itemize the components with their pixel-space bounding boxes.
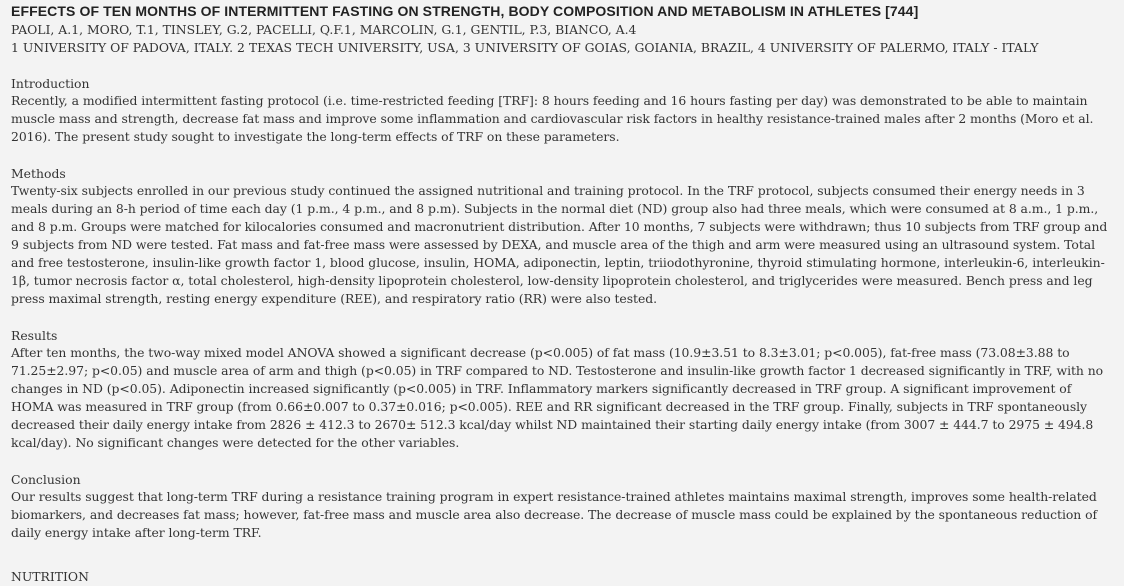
introduction-section bbox=[11, 75, 1116, 146]
affiliation-list: 1 UNIVERSITY OF PADOVA, ITALY. 2 TEXAS TECH UNIVERSITY, USA, 3 UNIVERSITY OF GOIAS, GOIANIA, BRAZIL, 4 UNIVERSITY OF PALERMO, ITALY - ITALY bbox=[11, 40, 1039, 55]
conclusion-heading: Conclusion bbox=[11, 472, 81, 487]
conclusion-text: Our results suggest that long-term TRF during a resistance training program in expert resistance-trained athletes maintains maximal strength, improves some health-related biomarkers, and decreases fat mass; however, fat-free mass and muscle area also decrease. The decrease of muscle mass could be explained by the spontaneous reduction of daily energy intake after long-term TRF. bbox=[11, 489, 1098, 540]
conclusion-section bbox=[11, 471, 1116, 542]
introduction-text: Recently, a modified intermittent fasting protocol (i.e. time-restricted feeding [TRF]: 8 hours feeding and 16 hours fasting per day) was demonstrated to be able to maintain muscle mass and strength, decrease fat mass and improve some inflammation and cardiovascular risk factors in healthy resistance-trained males after 2 months (Moro et al. 2016). The present study sought to investigate the long-term effects of TRF on these parameters. bbox=[11, 93, 1094, 144]
methods-section bbox=[11, 165, 1116, 308]
author-list: PAOLI, A.1, MORO, T.1, TINSLEY, G.2, PACELLI, Q.F.1, MARCOLIN, G.1, GENTIL, P.3, BIANCO, A.4 bbox=[11, 22, 637, 37]
introduction-heading: Introduction bbox=[11, 76, 90, 91]
results-section bbox=[11, 327, 1116, 452]
methods-heading: Methods bbox=[11, 166, 66, 181]
abstract-title: EFFECTS OF TEN MONTHS OF INTERMITTENT FASTING ON STRENGTH, BODY COMPOSITION AND METABOLISM IN ATHLETES [744] bbox=[11, 3, 919, 19]
methods-text: Twenty-six subjects enrolled in our previous study continued the assigned nutritional and training protocol. In the TRF protocol, subjects consumed their energy needs in 3 meals during an 8-h period of time each day (1 p.m., 4 p.m., and 8 p.m). Subjects in the normal diet (ND) group also had three meals, which were consumed at 8 a.m., 1 p.m., and 8 p.m. Groups were matched for kilocalories consumed and macronutrient distribution. After 10 months, 7 subjects were withdrawn; thus 10 subjects from TRF group and 9 subjects from ND were tested. Fat mass and fat-free mass were assessed by DEXA, and muscle area of the thigh and arm were measured using an ultrasound system. Total and free testosterone, insulin-like growth factor 1, blood glucose, insulin, HOMA, adiponectin, leptin, triiodothyronine, thyroid stimulating hormone, interleukin-6, interleukin-1β, tumor necrosis factor α, total cholesterol, high-density lipoprotein cholesterol, low-density lipoprotein cholesterol, and triglycerides were measured. Bench press and leg press maximal strength, resting energy expenditure (REE), and respiratory ratio (RR) were also tested. bbox=[11, 183, 1108, 306]
topic-tag: NUTRITION bbox=[11, 569, 89, 584]
results-text: After ten months, the two-way mixed model ANOVA showed a significant decrease (p<0.005) of fat mass (10.9±3.51 to 8.3±3.01; p<0.005), fat-free mass (73.08±3.88 to 71.25±2.97; p<0.05) and muscle area of arm and thigh (p<0.05) in TRF compared to ND. Testosterone and insulin-like growth factor 1 decreased significantly in TRF, with no changes in ND (p<0.05). Adiponectin increased significantly (p<0.005) in TRF. Inflammatory markers significantly decreased in TRF group. A significant improvement of HOMA was measured in TRF group (from 0.66±0.007 to 0.37±0.016; p<0.005). REE and RR significant decreased in the TRF group. Finally, subjects in TRF spontaneously decreased their daily energy intake from 2826 ± 412.3 to 2670± 512.3 kcal/day whilst ND maintained their starting daily energy intake (from 3007 ± 444.7 to 2975 ± 494.8 kcal/day). No significant changes were detected for the other variables. bbox=[11, 345, 1104, 450]
results-heading: Results bbox=[11, 328, 58, 343]
